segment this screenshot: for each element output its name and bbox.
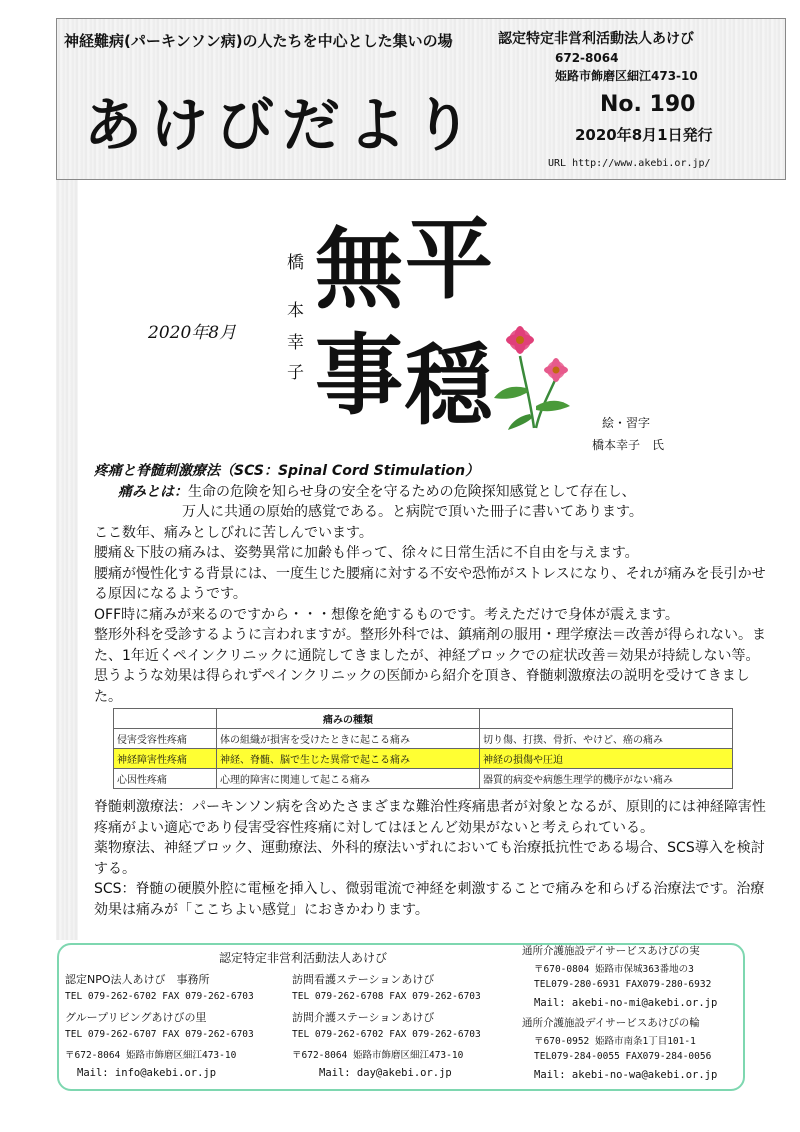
definition-label: 痛みとは： <box>118 483 188 500</box>
article-heading: 疼痛と脊髄刺激療法（SCS：Spinal Cord Stimulation） <box>94 463 480 479</box>
footer-org-title: 認定特定非営利活動法人あけび <box>219 951 388 965</box>
visiting-mail[interactable]: Mail: day@akebi.or.jp <box>319 1067 452 1079</box>
author-char: 橋 <box>287 253 304 273</box>
definition-text-cont: 万人に共通の原始的感覚である。と病院で頂いた冊子に書いてあります。 <box>182 504 643 520</box>
issue-date: 2020年8月1日発行 <box>575 126 713 144</box>
dayservice-mi-name: 通所介護施設デイサービスあけびの実 <box>522 945 700 957</box>
pain-type-cell: 神経障害性疼痛 <box>114 749 217 769</box>
table-header-row <box>114 709 733 729</box>
author-char: 本 <box>287 301 304 321</box>
author-char: 子 <box>287 363 304 383</box>
visiting-nurse-name: 訪問看護ステーションあけび <box>292 973 435 986</box>
office-address: 〒672-8064 姫路市飾磨区細江473-10 <box>65 1050 237 1061</box>
website-url[interactable]: URL http://www.akebi.or.jp/ <box>548 158 711 169</box>
table-header-cell <box>114 709 217 729</box>
dayservice-wa-name: 通所介護施設デイサービスあけびの輪 <box>522 1017 700 1029</box>
office-name: 認定NPO法人あけび 事務所 <box>65 973 210 986</box>
paragraph: 薬物療法、神経ブロック、運動療法、外科的療法いずれにおいても治療抵抗性である場合、SCS導入を検討する。 <box>94 840 765 877</box>
article-body-continued <box>94 797 769 920</box>
visiting-care-tel: TEL 079-262-6702 FAX 079-262-6703 <box>292 1029 481 1040</box>
decorative-wood-strip <box>56 180 78 940</box>
header-org-name: 認定特定非営利活動法人あけび <box>498 31 694 47</box>
header-postal-code: 672-8064 <box>555 51 619 65</box>
pain-example-cell: 神経の損傷や圧迫 <box>480 749 733 769</box>
visiting-nurse-tel: TEL 079-262-6708 FAX 079-262-6703 <box>292 991 481 1002</box>
header-tagline: 神経難病(パーキンソン病)の人たちを中心とした集いの場 <box>64 32 453 50</box>
group-living-name: グループリビングあけびの里 <box>65 1011 207 1024</box>
table-header-cell: 痛みの種類 <box>217 709 480 729</box>
pain-example-cell: 切り傷、打撲、骨折、やけど、癌の痛み <box>480 729 733 749</box>
office-tel: TEL 079-262-6702 FAX 079-262-6703 <box>65 991 254 1002</box>
table-row <box>114 729 733 749</box>
contact-footer <box>57 943 745 1091</box>
paragraph: 脊髄刺激療法：パーキンソン病を含めたさまざまな難治性疼痛患者が対象となるが、原則的には神経障害性疼痛がよい適応であり侵害受容性疼痛に対してはほとんど効果がないと考えられている。 <box>94 799 766 836</box>
pain-cause-cell: 神経、脊髄、脳で生じた異常で起こる痛み <box>217 749 480 769</box>
dayservice-wa-tel: TEL079-284-0055 FAX079-284-0056 <box>534 1051 712 1062</box>
dayservice-mi-tel: TEL079-280-6931 FAX079-280-6932 <box>534 979 712 990</box>
artwork-credit-name: 橋本幸子 氏 <box>592 438 665 452</box>
pain-definition <box>94 482 769 503</box>
paragraph: 腰痛＆下肢の痛みは、姿勢異常に加齢も伴って、徐々に日常生活に不自由を与えます。 <box>94 545 639 561</box>
visiting-care-name: 訪問介護ステーションあけび <box>292 1011 435 1024</box>
article-body <box>94 461 769 707</box>
pain-type-cell: 侵害受容性疼痛 <box>114 729 217 749</box>
pain-cause-cell: 心理的障害に関連して起こる痛み <box>217 769 480 789</box>
dayservice-wa-mail[interactable]: Mail: akebi-no-wa@akebi.or.jp <box>534 1069 718 1081</box>
dayservice-mi-address: 〒670-0804 姫路市保城363番地の3 <box>534 964 694 975</box>
dayservice-mi-mail[interactable]: Mail: akebi-no-mi@akebi.or.jp <box>534 997 718 1009</box>
flower-illustration <box>490 318 578 430</box>
pain-example-cell: 器質的病変や病態生理学的機序がない痛み <box>480 769 733 789</box>
paragraph: SCS：脊髄の硬膜外腔に電極を挿入し、微弱電流で神経を刺激することで痛みを和らげる治療法です。治療効果は痛みが「ここちよい感覚」におきかわります。 <box>94 881 765 918</box>
table-row-highlighted <box>114 749 733 769</box>
office-mail[interactable]: Mail: info@akebi.or.jp <box>77 1067 217 1079</box>
visiting-address: 〒672-8064 姫路市飾磨区細江473-10 <box>292 1050 464 1061</box>
calligraphy-artwork <box>285 198 515 436</box>
author-char: 幸 <box>287 333 304 353</box>
table-header-cell <box>480 709 733 729</box>
pain-cause-cell: 体の組織が損害を受けたときに起こる痛み <box>217 729 480 749</box>
table-row <box>114 769 733 789</box>
calligraphy-char: 無 <box>315 217 404 321</box>
artwork-credit-label: 絵・習字 <box>602 416 651 430</box>
pain-type-cell: 心因性疼痛 <box>114 769 217 789</box>
definition-text: 生命の危険を知らせ身の安全を守るための危険探知感覚として存在し、 <box>188 483 636 500</box>
issue-number: No. 190 <box>600 92 696 117</box>
paragraph: OFF時に痛みが来るのですから・・・想像を絶するものです。考えただけで身体が震えます。 <box>94 606 679 623</box>
paragraph: 整形外科を受診するように言われますが。整形外科では、鎮痛剤の服用・理学療法＝改善が得られない。また、1年近くペインクリニックに通院してきましたが、神経ブロックでの症状改善＝効果が持続しない等。思うような効果は得られずペインクリニックの医師から紹介を頂き、脊髄刺激療法の説明を受けてきました。 <box>94 627 766 705</box>
pain-types-table <box>113 708 733 789</box>
calligraphy-char: 穏 <box>405 333 494 436</box>
calligraphy-char: 事 <box>315 323 404 427</box>
header-address: 姫路市飾磨区細江473-10 <box>555 69 698 83</box>
newsletter-title: あけびだより <box>84 91 481 159</box>
month-label: 2020年8月 <box>148 323 237 343</box>
group-living-tel: TEL 079-262-6707 FAX 079-262-6703 <box>65 1029 254 1040</box>
paragraph: 腰痛が慢性化する背景には、一度生じた腰痛に対する不安や恐怖がストレスになり、それが痛みを長引かせる原因になるようです。 <box>94 565 766 602</box>
dayservice-wa-address: 〒670-0952 姫路市南条1丁目101-1 <box>534 1036 696 1047</box>
calligraphy-char: 平 <box>405 207 494 311</box>
paragraph: ここ数年、痛みとしびれに苦しんでいます。 <box>94 524 373 541</box>
